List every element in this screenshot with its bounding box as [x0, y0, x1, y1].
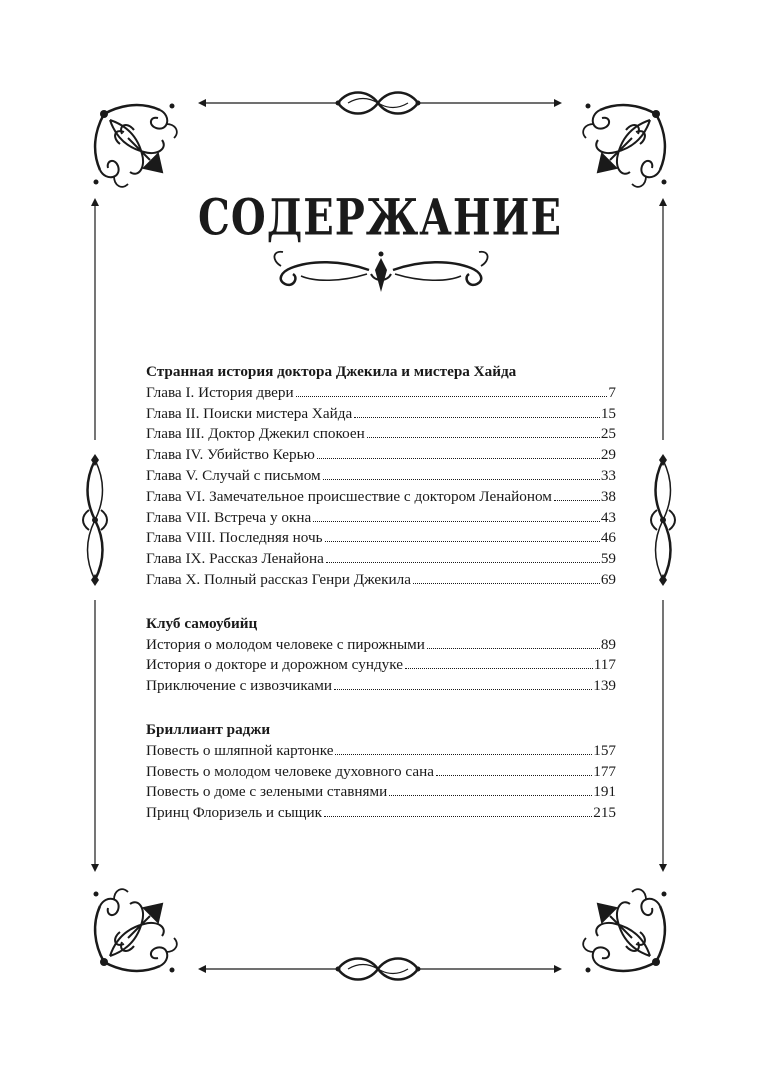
toc-entry-label: История о докторе и дорожном сундуке	[146, 656, 404, 674]
side-scroll-icon	[651, 454, 675, 586]
dot-leader	[405, 668, 593, 669]
toc-entry-page: 177	[593, 762, 616, 780]
dot-leader	[334, 689, 592, 690]
section-title: Странная история доктора Джекила и мистера Хайда	[146, 363, 517, 380]
toc-entry-page: 7	[608, 383, 616, 401]
toc-entry[interactable]	[146, 782, 616, 803]
toc-entry-page: 46	[600, 529, 616, 547]
dot-leader	[554, 500, 600, 501]
toc-entry[interactable]	[146, 803, 616, 824]
toc-entry-page: 43	[600, 508, 616, 526]
toc-entry-label: Глава III. Доктор Джекил спокоен	[146, 425, 365, 443]
toc-entry[interactable]	[146, 655, 616, 676]
toc-entry-label: Повесть о молодом человеке духовного сана	[146, 762, 434, 780]
toc-entry-label: Приключение с извозчиками	[146, 677, 333, 695]
corner-flourish-icon	[94, 889, 177, 972]
toc-entry-label: Глава VIII. Последняя ночь	[146, 529, 323, 547]
toc-entry-page: 89	[600, 635, 616, 653]
toc-entry-page: 157	[593, 741, 616, 759]
section-title: Бриллиант раджи	[146, 720, 271, 738]
toc-entry[interactable]	[146, 549, 616, 570]
toc-entry-page: 29	[600, 446, 616, 464]
bottom-flourish-icon	[336, 959, 421, 980]
toc-entry[interactable]	[146, 466, 616, 487]
dot-leader	[324, 816, 592, 817]
toc-entry[interactable]	[146, 635, 616, 656]
toc-entry-label: Глава I. История двери	[146, 383, 294, 401]
toc-entry-label: Глава IV. Убийство Керью	[146, 446, 315, 464]
top-flourish-icon	[336, 93, 421, 114]
toc-entry-page: 117	[593, 656, 616, 674]
dot-leader	[323, 479, 600, 480]
toc-section	[146, 362, 616, 591]
toc-entry-label: Повесть о доме с зелеными ставнями	[146, 783, 388, 801]
toc-entry[interactable]	[146, 676, 616, 697]
toc-entry[interactable]	[146, 445, 616, 466]
toc-entry[interactable]	[146, 741, 616, 762]
toc-entry-page: 191	[593, 783, 616, 801]
toc-entry-label: Глава V. Случай с письмом	[146, 466, 321, 484]
toc-entry[interactable]	[146, 404, 616, 425]
toc-entry-page: 139	[593, 677, 616, 695]
table-of-contents	[146, 362, 616, 847]
toc-entry-label: Глава IX. Рассказ Ленайона	[146, 550, 324, 568]
toc-entry[interactable]	[146, 487, 616, 508]
toc-entry[interactable]	[146, 570, 616, 591]
dot-leader	[325, 541, 600, 542]
toc-entry-label: Глава VI. Замечательное происшествие с доктором Ленайоном	[146, 487, 552, 505]
toc-entry-page: 33	[600, 466, 616, 484]
dot-leader	[427, 648, 600, 649]
toc-entry-page: 215	[593, 804, 616, 822]
toc-entry-label: История о молодом человеке с пирожными	[146, 635, 425, 653]
dot-leader	[326, 562, 600, 563]
dot-leader	[335, 754, 592, 755]
toc-entry[interactable]	[146, 528, 616, 549]
side-scroll-icon	[83, 454, 107, 586]
toc-entry-label: Глава X. Полный рассказ Генри Джекила	[146, 570, 411, 588]
dot-leader	[354, 417, 600, 418]
toc-entry[interactable]	[146, 424, 616, 445]
toc-section	[146, 614, 616, 697]
toc-entry-page: 59	[600, 550, 616, 568]
page-title: СОДЕРЖАНИЕ	[198, 188, 562, 247]
toc-entry-page: 38	[600, 487, 616, 505]
toc-entry[interactable]	[146, 383, 616, 404]
dot-leader	[389, 795, 592, 796]
toc-entry[interactable]	[146, 508, 616, 529]
toc-entry-label: Глава VII. Встреча у окна	[146, 508, 312, 526]
toc-entry-page: 69	[600, 570, 616, 588]
toc-entry[interactable]	[146, 762, 616, 783]
title-divider-flourish-icon	[274, 252, 487, 293]
toc-section	[146, 720, 616, 824]
toc-entry-label: Принц Флоризель и сыщик	[146, 804, 322, 822]
section-title: Клуб самоубийц	[146, 614, 258, 632]
dot-leader	[367, 437, 600, 438]
toc-entry-label: Глава II. Поиски мистера Хайда	[146, 404, 353, 422]
toc-entry-page: 25	[600, 425, 616, 443]
corner-flourish-icon	[583, 104, 666, 187]
corner-flourish-icon	[94, 104, 177, 187]
toc-entry-page: 15	[600, 404, 616, 422]
dot-leader	[313, 521, 600, 522]
dot-leader	[317, 458, 600, 459]
corner-flourish-icon	[583, 889, 666, 972]
dot-leader	[413, 583, 600, 584]
dot-leader	[296, 396, 608, 397]
dot-leader	[436, 775, 592, 776]
toc-entry-label: Повесть о шляпной картонке	[146, 741, 334, 759]
